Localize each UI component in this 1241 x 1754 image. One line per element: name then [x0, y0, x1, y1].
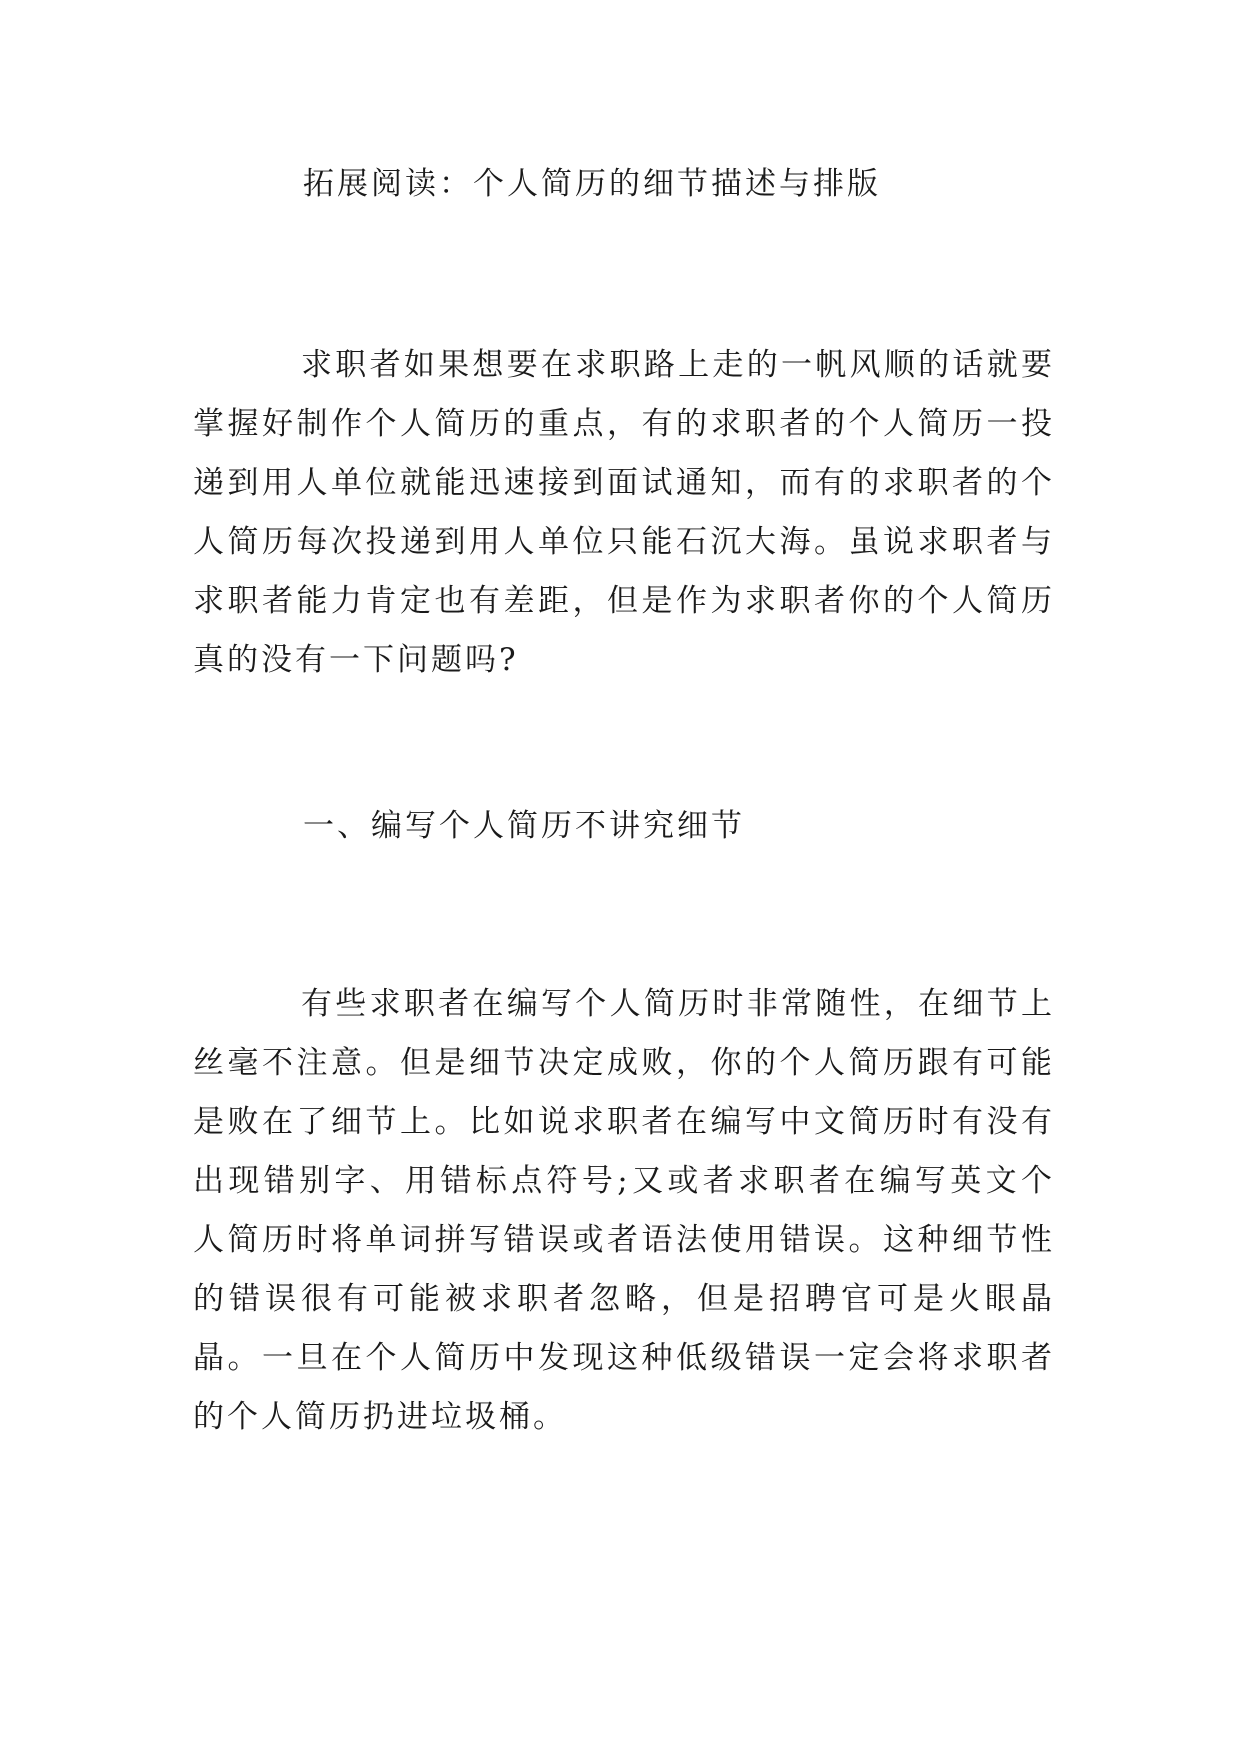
- section-heading: 一、编写个人简历不讲究细节: [303, 808, 745, 844]
- page-title: 拓展阅读：个人简历的细节描述与排版: [303, 166, 881, 202]
- section-paragraph: 有些求职者在编写个人简历时非常随性，在细节上丝毫不注意。但是细节决定成败，你的个人简历跟有可能是败在了细节上。比如说求职者在编写中文简历时有没有出现错别字、用错标点符号;又或者求职者在编写英文个人简历时将单词拼写错误或者语法使用错误。这种细节性的错误很有可能被求职者忽略，但是招聘官可是火眼晶晶。一旦在个人简历中发现这种低级错误一定会将求职者的个人简历扔进垃圾桶。: [193, 986, 1055, 1435]
- intro-paragraph: 求职者如果想要在求职路上走的一帆风顺的话就要掌握好制作个人简历的重点，有的求职者的个人简历一投递到用人单位就能迅速接到面试通知，而有的求职者的个人简历每次投递到用人单位只能石沉大海。虽说求职者与求职者能力肯定也有差距，但是作为求职者你的个人简历真的没有一下问题吗?: [193, 347, 1055, 678]
